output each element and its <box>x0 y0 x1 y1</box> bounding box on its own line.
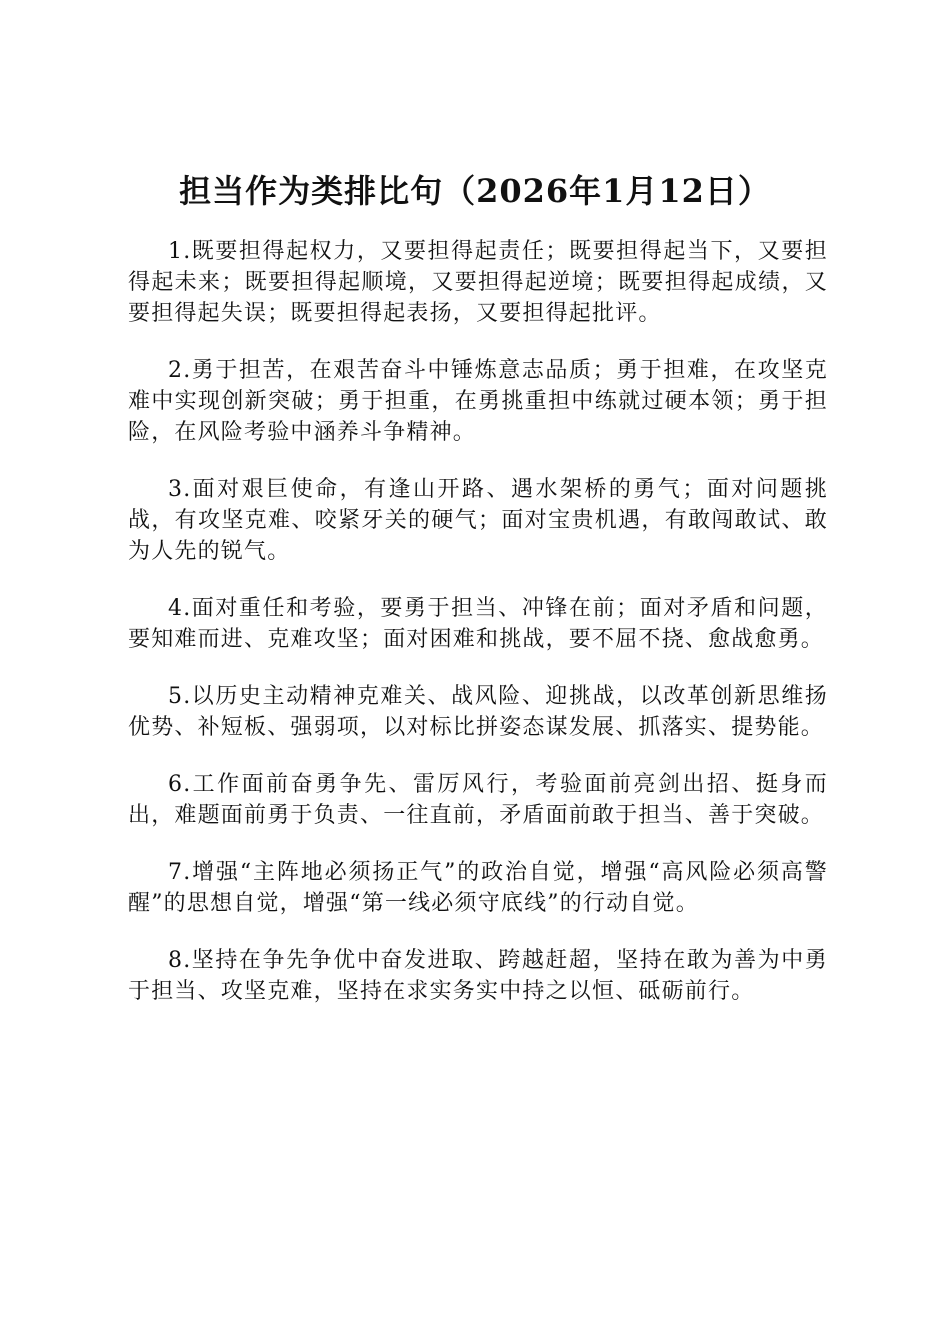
document-title: 担当作为类排比句（2026年1月12日） <box>179 172 771 210</box>
document-body <box>128 236 828 1033</box>
paragraph-8: 8.坚持在争先争优中奋发进取、跨越赶超，坚持在敢为善为中勇于担当、攻坚克难，坚持在求实务实中持之以恒、砥砺前行。 <box>128 948 828 1004</box>
paragraph-3: 3.面对艰巨使命，有逢山开路、遇水架桥的勇气；面对问题挑战，有攻坚克难、咬紧牙关的硬气；面对宝贵机遇，有敢闯敢试、敢为人先的锐气。 <box>128 477 828 564</box>
paragraph-6: 6.工作面前奋勇争先、雷厉风行，考验面前亮剑出招、挺身而出，难题面前勇于负责、一往直前，矛盾面前敢于担当、善于突破。 <box>128 772 828 828</box>
paragraph-2: 2.勇于担苦，在艰苦奋斗中锤炼意志品质；勇于担难，在攻坚克难中实现创新突破；勇于担重，在勇挑重担中练就过硬本领；勇于担险，在风险考验中涵养斗争精神。 <box>128 358 828 445</box>
paragraph-1: 1.既要担得起权力，又要担得起责任；既要担得起当下，又要担得起未来；既要担得起顺境，又要担得起逆境；既要担得起成绩，又要担得起失误；既要担得起表扬，又要担得起批评。 <box>128 239 828 326</box>
paragraph-4: 4.面对重任和考验，要勇于担当、冲锋在前；面对矛盾和问题，要知难而进、克难攻坚；面对困难和挑战，要不屈不挠、愈战愈勇。 <box>128 596 828 652</box>
paragraph-5: 5.以历史主动精神克难关、战风险、迎挑战，以改革创新思维扬优势、补短板、强弱项，以对标比拼姿态谋发展、抓落实、提势能。 <box>128 684 828 740</box>
paragraph-7: 7.增强“主阵地必须扬正气”的政治自觉，增强“高风险必须高警醒”的思想自觉，增强“第一线必须守底线”的行动自觉。 <box>128 860 828 916</box>
